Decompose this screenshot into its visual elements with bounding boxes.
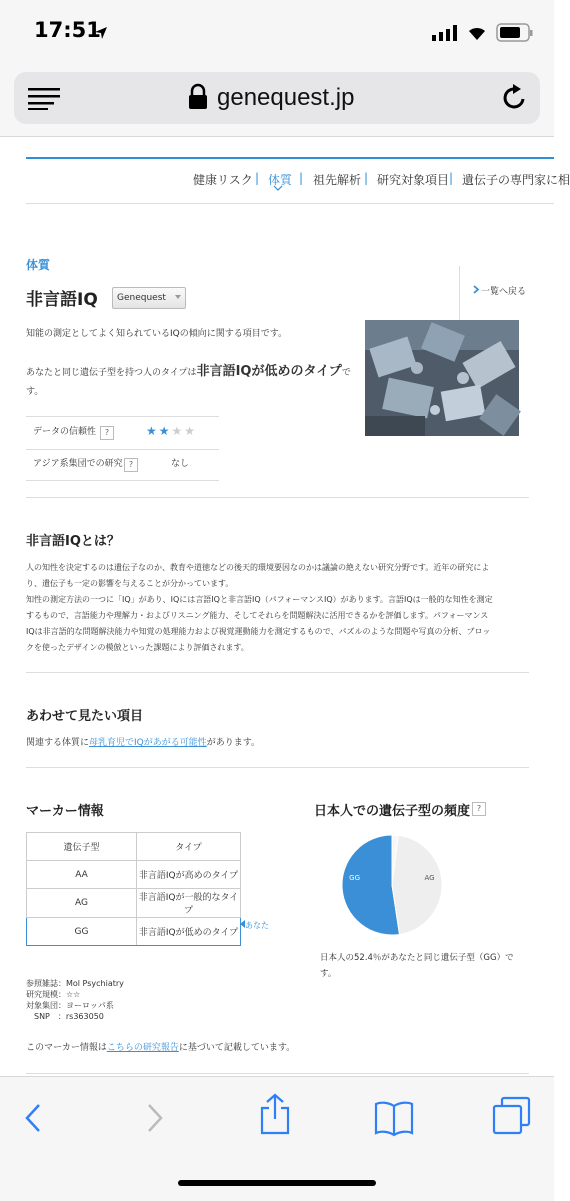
tabs-icon[interactable] bbox=[492, 1096, 532, 1136]
bookmarks-icon[interactable] bbox=[374, 1100, 414, 1136]
reliability-stars: ★★★★ bbox=[146, 424, 198, 438]
related-link[interactable]: 母乳育児でIQがあがる可能性 bbox=[89, 738, 207, 748]
ref-snp: SNP ：rs363050 bbox=[26, 1012, 104, 1021]
type-suffix: で bbox=[341, 368, 351, 378]
genotype-cell: AG bbox=[27, 889, 137, 918]
type-cell: 非言語IQが高めのタイプ bbox=[137, 861, 241, 889]
nav-ancestry[interactable]: 祖先解析 bbox=[313, 173, 362, 187]
asian-study-value: なし bbox=[171, 459, 190, 469]
section-divider bbox=[26, 1073, 529, 1074]
nav-health-risk[interactable]: 健康リスク bbox=[193, 173, 253, 187]
about-text bbox=[26, 560, 536, 656]
source-prefix: このマーカー情報は bbox=[26, 1043, 107, 1053]
type-suffix2: す。 bbox=[26, 387, 44, 397]
wifi-icon bbox=[466, 24, 488, 41]
nav-separator: | bbox=[449, 171, 454, 185]
pie-slice-gg bbox=[342, 835, 400, 935]
url-text[interactable]: genequest.jp bbox=[217, 84, 355, 111]
table-header-row bbox=[27, 833, 241, 861]
nav-separator: | bbox=[255, 171, 260, 185]
you-marker bbox=[240, 920, 269, 931]
pie-slice-ag bbox=[392, 835, 442, 934]
genotype-cell: GG bbox=[27, 918, 137, 946]
frequency-title: 日本人での遺伝子型の頻度 bbox=[314, 804, 471, 819]
about-title: 非言語IQとは？ bbox=[26, 534, 120, 549]
help-icon[interactable]: ? bbox=[124, 458, 138, 472]
marker-table bbox=[26, 832, 241, 946]
location-icon bbox=[94, 26, 108, 40]
section-divider bbox=[26, 767, 529, 768]
back-label: 一覧へ戻る bbox=[481, 287, 527, 297]
table-row bbox=[27, 861, 241, 889]
reload-icon[interactable] bbox=[501, 83, 527, 111]
signal-icon bbox=[432, 25, 460, 41]
back-icon[interactable] bbox=[24, 1103, 42, 1133]
ref-journal: 参照雑誌：Mol Psychiatry bbox=[26, 979, 124, 988]
help-icon[interactable]: ? bbox=[472, 802, 486, 816]
genotype-cell: AA bbox=[27, 861, 137, 889]
header-genotype: 遺伝子型 bbox=[27, 833, 137, 861]
about-line: するもので、言語能力や理解力・およびリスニング能力、そしてそれらを問題解決に活用できるかを評価します。パフォーマンス bbox=[26, 611, 489, 620]
frequency-caption bbox=[320, 950, 514, 982]
chevron-down-icon bbox=[175, 295, 181, 300]
source-text bbox=[26, 1040, 295, 1057]
help-icon[interactable]: ? bbox=[100, 426, 114, 440]
source-badge bbox=[112, 287, 186, 309]
nav-separator: | bbox=[364, 171, 369, 185]
you-label: あなた bbox=[245, 921, 269, 930]
reliability-label: データの信頼性 bbox=[33, 427, 97, 437]
battery-icon bbox=[496, 23, 534, 43]
pie-label-ag: AG bbox=[424, 874, 435, 882]
about-line: り、遺伝子も一定の影響を与えることが分かっています。 bbox=[26, 579, 234, 588]
nav-divider bbox=[26, 203, 554, 204]
type-value: 非言語IQが低めのタイプ bbox=[196, 364, 342, 379]
ref-scale: 研究規模：☆☆ bbox=[26, 990, 81, 999]
references bbox=[26, 978, 124, 1022]
section-divider bbox=[26, 497, 529, 498]
puzzle-photo bbox=[365, 320, 519, 436]
pie-label-gg: GG bbox=[349, 874, 361, 882]
related-text bbox=[26, 735, 260, 752]
about-line: 人の知性を決定するのは遺伝子なのか、教育や道徳などの後天的環境要因なのかは議論の絶えない研究分野です。近年の研究によ bbox=[26, 563, 490, 572]
divider bbox=[26, 449, 219, 450]
header-type: タイプ bbox=[137, 833, 241, 861]
frequency-pie-chart bbox=[340, 833, 444, 937]
reader-icon[interactable] bbox=[28, 86, 60, 110]
caption-line: す。 bbox=[320, 969, 337, 979]
related-title: あわせて見たい項目 bbox=[26, 709, 144, 724]
category-label: 体質 bbox=[26, 258, 51, 272]
nav-expert[interactable]: 遺伝子の専門家に相 bbox=[462, 173, 570, 187]
lock-icon bbox=[188, 84, 208, 110]
header-line bbox=[26, 157, 554, 159]
about-line: 知性の測定方法の一つに「IQ」があり、IQには言語IQと非言語IQ（パフォーマンスIQ）があります。言語IQは一般的な知性を測定 bbox=[26, 595, 493, 604]
caption-line: 日本人の52.4％があなたと同じ遺伝子型（GG）で bbox=[320, 953, 514, 963]
home-indicator bbox=[178, 1180, 376, 1186]
section-divider bbox=[26, 672, 529, 673]
type-prefix: あなたと同じ遺伝子型を持つ人のタイプは bbox=[26, 368, 197, 378]
item-description: 知能の測定としてよく知られているIQの傾向に関する項目です。 bbox=[26, 329, 288, 339]
type-cell: 非言語IQが低めのタイプ bbox=[137, 918, 241, 946]
marker-title: マーカー情報 bbox=[26, 804, 104, 819]
active-caret-icon bbox=[274, 186, 282, 191]
related-suffix: があります。 bbox=[206, 738, 261, 748]
divider bbox=[26, 416, 219, 417]
your-type-text bbox=[26, 362, 356, 402]
source-link[interactable]: こちらの研究報告 bbox=[106, 1043, 179, 1053]
page-title: 非言語IQ bbox=[26, 290, 98, 310]
chevron-right-icon bbox=[473, 285, 481, 294]
nav-research-items[interactable]: 研究対象項目 bbox=[377, 173, 450, 187]
about-line: クを使ったデザインの模倣といった課題により評価されます。 bbox=[26, 643, 249, 652]
divider bbox=[26, 480, 219, 481]
clock: 17:51 bbox=[34, 18, 101, 42]
nav-constitution[interactable]: 体質 bbox=[268, 173, 293, 187]
table-row bbox=[27, 889, 241, 918]
related-prefix: 関連する体質に bbox=[26, 738, 90, 748]
nav-separator: | bbox=[299, 171, 304, 185]
share-icon[interactable] bbox=[259, 1093, 291, 1135]
type-cell: 非言語IQが一般的なタイプ bbox=[137, 889, 241, 918]
vertical-divider bbox=[459, 266, 460, 326]
forward-icon[interactable] bbox=[146, 1103, 164, 1133]
ref-population: 対象集団：ヨーロッパ系 bbox=[26, 1001, 114, 1010]
about-line: IQは非言語的な問題解決能力や知覚の処理能力および視覚運動能力を測定するもので、パズルのような問題や写真の分析、ブロッ bbox=[26, 627, 491, 636]
asian-study-label: アジア系集団での研究 bbox=[33, 459, 123, 469]
badge-label: Genequest bbox=[117, 293, 166, 303]
back-to-list-link[interactable] bbox=[473, 284, 526, 297]
source-suffix: に基づいて記載しています。 bbox=[178, 1043, 296, 1053]
table-row-selected bbox=[27, 918, 241, 946]
